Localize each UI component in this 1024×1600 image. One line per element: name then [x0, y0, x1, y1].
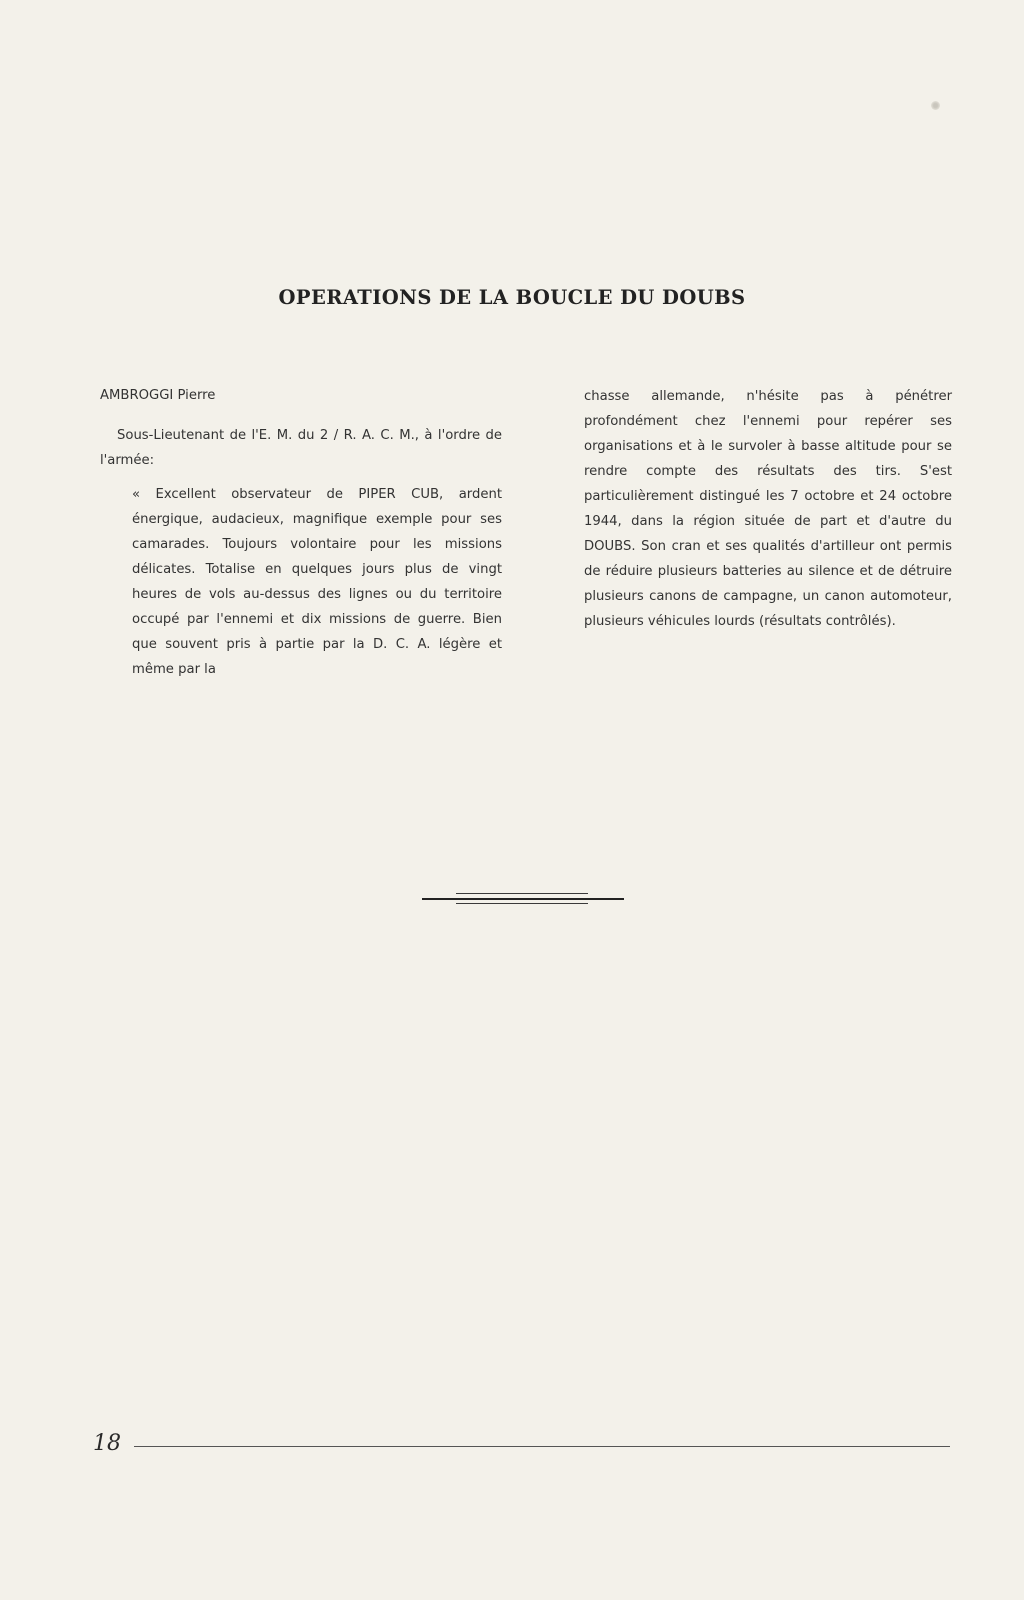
- footer-rule: [134, 1446, 950, 1447]
- rank-line: Sous-Lieutenant de l'E. M. du 2 / R. A. C. M., à l'ordre de l'armée:: [100, 428, 502, 468]
- section-divider-ornament: [422, 893, 624, 909]
- left-column: [100, 383, 502, 682]
- page-title: OPERATIONS DE LA BOUCLE DU DOUBS: [278, 286, 746, 309]
- citation-continuation: chasse allemande, n'hésite pas à pénétrer profondément chez l'ennemi pour repérer ses organisations et à le survoler à basse altitude pour se rendre compte des résultats des tirs. S'est particulièrement distingué les 7 octobre et 24 octobre 1944, dans la région située de part et d'autre du DOUBS. Son cran et ses qualités d'artilleur ont permis de réduire plusieurs batteries au silence et de détruire plusieurs canons de campagne, un canon automoteur, plusieurs véhicules lourds (résultats contrôlés).: [584, 389, 952, 629]
- person-name: AMBROGGI Pierre: [100, 388, 216, 403]
- page-number: 18: [93, 1431, 121, 1456]
- paper-speck: [931, 101, 940, 110]
- right-column: [584, 384, 952, 634]
- citation-text: « Excellent observateur de PIPER CUB, ardent énergique, audacieux, magnifique exemple pour ses camarades. Toujours volontaire pour les missions délicates. Totalise en quelques jours plus de vingt heures de vols au-dessus des lignes ou du territoire occupé par l'ennemi et dix missions de guerre. Bien que souvent pris à partie par la D. C. A. légère et même par la: [132, 487, 502, 677]
